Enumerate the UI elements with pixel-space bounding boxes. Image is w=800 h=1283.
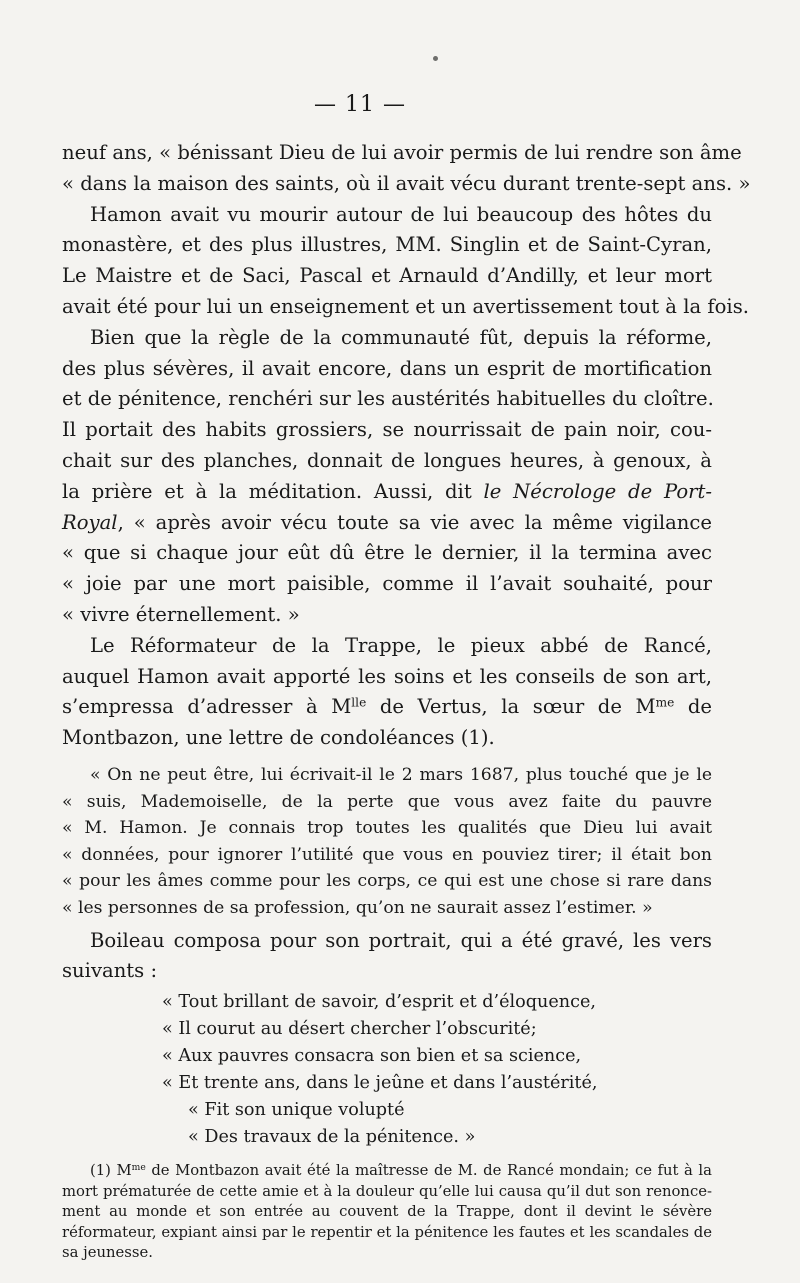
text-line [62,477,712,508]
text-line: neuf ans, « bénissant Dieu de lui avoir permis de lui rendre son âme [62,141,742,164]
verse-line: « Aux pauvres consacra son bien et sa science, [162,1046,582,1067]
text-line: Hamon avait vu mourir autour de lui beaucoup des hôtes du [90,202,712,226]
text-line: « joie par une mort paisible, comme il l’avait souhaité, pour [62,572,712,596]
quote-line: « M. Hamon. Je connais trop toutes les qualités que Dieu lui avait [62,818,712,839]
text-line: « vivre éternellement. » [62,602,300,626]
text-line: Le Maistre et de Saci, Pascal et Arnauld d’Andilly, et leur mort [62,264,712,288]
quote-line: « pour les âmes comme pour les corps, ce qui est une chose si rare dans [62,871,712,892]
superscript: me [131,1162,146,1174]
text-line: des plus sévères, il avait encore, dans un esprit de mortification [62,356,712,380]
text-line: auquel Hamon avait apporté les soins et les conseils de son art, [62,664,712,688]
text-line: Bien que la règle de la communauté fût, depuis la réforme, [90,325,712,349]
ink-spot [433,56,438,61]
text-line: Il portait des habits grossiers, se nourrissait de pain noir, cou- [62,418,712,442]
text-line: « que si chaque jour eût dû être le dernier, il la termina avec [62,541,712,565]
paragraph [62,926,712,988]
footnote-line: ment au monde et son entrée au couvent de la Trappe, dont il devint le sévère [62,1203,712,1221]
text-line: Boileau composa pour son portrait, qui a été gravé, les vers [90,928,712,952]
text-run: , « après avoir vécu toute sa vie avec la même vigilance [117,510,712,534]
footnote-line: réformateur, expiant ainsi par le repentir et la pénitence les fautes et les scandales de [62,1223,712,1241]
text-line [62,508,712,539]
text-line [62,692,712,723]
quote-line: « données, pour ignorer l’utilité que vous en pouviez tirer; il était bon [62,844,712,865]
footnote-line: sa jeunesse. [62,1244,153,1262]
footnote [62,1161,712,1264]
page-number: — 11 — [314,92,406,117]
verse-line: « Et trente ans, dans le jeûne et dans l’austérité, [162,1073,598,1094]
verse-line: « Fit son unique volupté [188,1100,405,1121]
text-line: Montbazon, une lettre de condoléances (1). [62,726,495,750]
text-run: de [674,695,712,719]
quote-line: « suis, Mademoiselle, de la perte que vous avez faite du pauvre [62,791,712,812]
verse-line: « Il courut au désert chercher l’obscurité; [162,1019,537,1040]
text-line: Le Réformateur de la Trappe, le pieux abbé de Rancé, [90,633,712,657]
main-text [62,138,751,1264]
quote-line: « les personnes de sa profession, qu’on ne saurait assez l’estimer. » [62,897,653,918]
text-run: (1) M [90,1162,132,1180]
book-title: Royal [62,510,118,534]
book-title: le Nécrologe de Port- [483,479,712,503]
footnote-line [62,1161,712,1182]
text-line: avait été pour lui un enseignement et un avertissement tout à la fois. [62,294,749,318]
quote-line: « On ne peut être, lui écrivait-il le 2 mars 1687, plus touché que je le [90,764,712,785]
verse-line: « Tout brillant de savoir, d’esprit et d’éloquence, [162,992,596,1013]
superscript: lle [351,695,367,710]
superscript: me [655,695,675,710]
text-run: de Vertus, la sœur de M [366,695,656,719]
text-line: et de pénitence, renchéri sur les austérités habituelles du cloître. [62,387,714,411]
text-run: de Montbazon avait été la maîtresse de M. de Rancé mondain; ce fut à la [145,1162,712,1180]
text-line: chait sur des planches, donnait de longues heures, à genoux, à [62,448,712,472]
text-line: suivants : [62,959,158,983]
footnote-line: mort prématurée de cette amie et à la douleur qu’elle lui causa qu’il dut son renonce- [62,1182,712,1200]
verse-line: « Des travaux de la pénitence. » [188,1127,476,1148]
text-line: monastère, et des plus illustres, MM. Singlin et de Saint-Cyran, [62,233,712,257]
poem [62,989,712,1151]
text-run: s’empressa d’adresser à M [62,695,352,719]
letter-quote [62,762,712,922]
text-line: « dans la maison des saints, où il avait vécu durant trente-sept ans. » [62,171,751,195]
text-run: la prière et à la méditation. Aussi, dit [62,479,484,503]
